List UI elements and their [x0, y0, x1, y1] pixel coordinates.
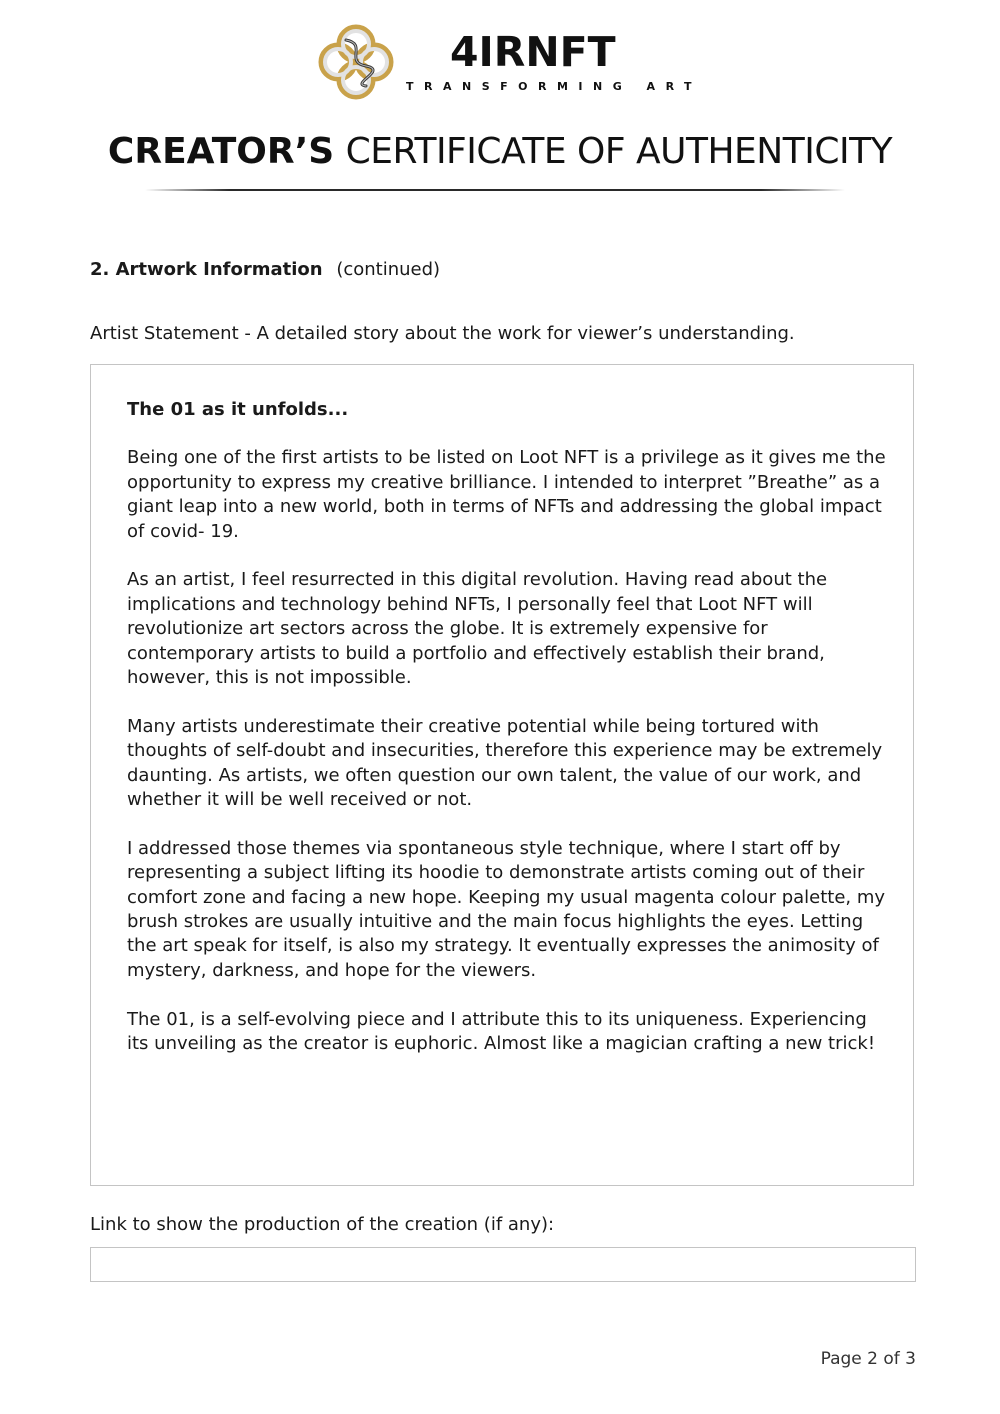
- section-title: 2. Artwork Information: [90, 259, 323, 280]
- brand-name: 4IRNFT: [450, 28, 616, 76]
- certificate-title-light: CERTIFICATE OF AUTHENTICITY: [345, 131, 893, 172]
- production-link-field[interactable]: [90, 1247, 916, 1282]
- certificate-title: [0, 128, 1000, 176]
- artist-statement-text: [127, 398, 887, 1081]
- section-continued-note: (continued): [336, 259, 441, 280]
- artist-statement-label: Artist Statement - A detailed story about the work for viewer’s understanding.: [90, 323, 795, 344]
- brand-logo: [316, 22, 703, 104]
- section-heading: [90, 257, 440, 283]
- artist-statement-heading: The 01 as it unfolds...: [127, 399, 349, 420]
- statement-paragraph: I addressed those themes via spontaneous style technique, where I start off by representing a subject lifting its hoodie to demonstrate artists coming out of their comfort zone and facing a new hope. Keeping my usual magenta colour palette, my brush strokes are usually intuitive and the main focus highlights the eyes. Letting the art speak for itself, is also my strategy. It eventually expresses the animosity of mystery, darkness, and hope for the viewers.: [127, 837, 886, 981]
- page-number: Page 2 of 3: [820, 1349, 916, 1369]
- certificate-title-bold: CREATOR’S: [107, 131, 335, 172]
- statement-paragraph: The 01, is a self-evolving piece and I attribute this to its uniqueness. Experiencing its unveiling as the creator is euphoric. Almost like a magician crafting a new trick!: [127, 1008, 876, 1055]
- title-divider: [145, 189, 845, 191]
- infinity-knot-logo-icon: [316, 22, 396, 102]
- brand-tagline: TRANSFORMING ART: [406, 80, 703, 93]
- statement-paragraph: Being one of the first artists to be listed on Loot NFT is a privilege as it gives me the opportunity to express my creative brilliance. I intended to interpret ”Breathe” as a giant leap into a new world, both in terms of NFTs and addressing the global impact of covid- 19.: [127, 447, 886, 542]
- statement-paragraph: Many artists underestimate their creative potential while being tortured with thoughts of self-doubt and insecurities, therefore this experience may be extremely daunting. As artists, we often question our own talent, the value of our work, and whether it will be well received or not.: [127, 715, 883, 811]
- production-link-label: Link to show the production of the creation (if any):: [90, 1214, 555, 1235]
- statement-paragraph: As an artist, I feel resurrected in this digital revolution. Having read about the implications and technology behind NFTs, I personally feel that Loot NFT will revolutionize art sectors across the globe. It is extremely expensive for contemporary artists to build a portfolio and effectively establish their brand, however, this is not impossible.: [127, 569, 828, 689]
